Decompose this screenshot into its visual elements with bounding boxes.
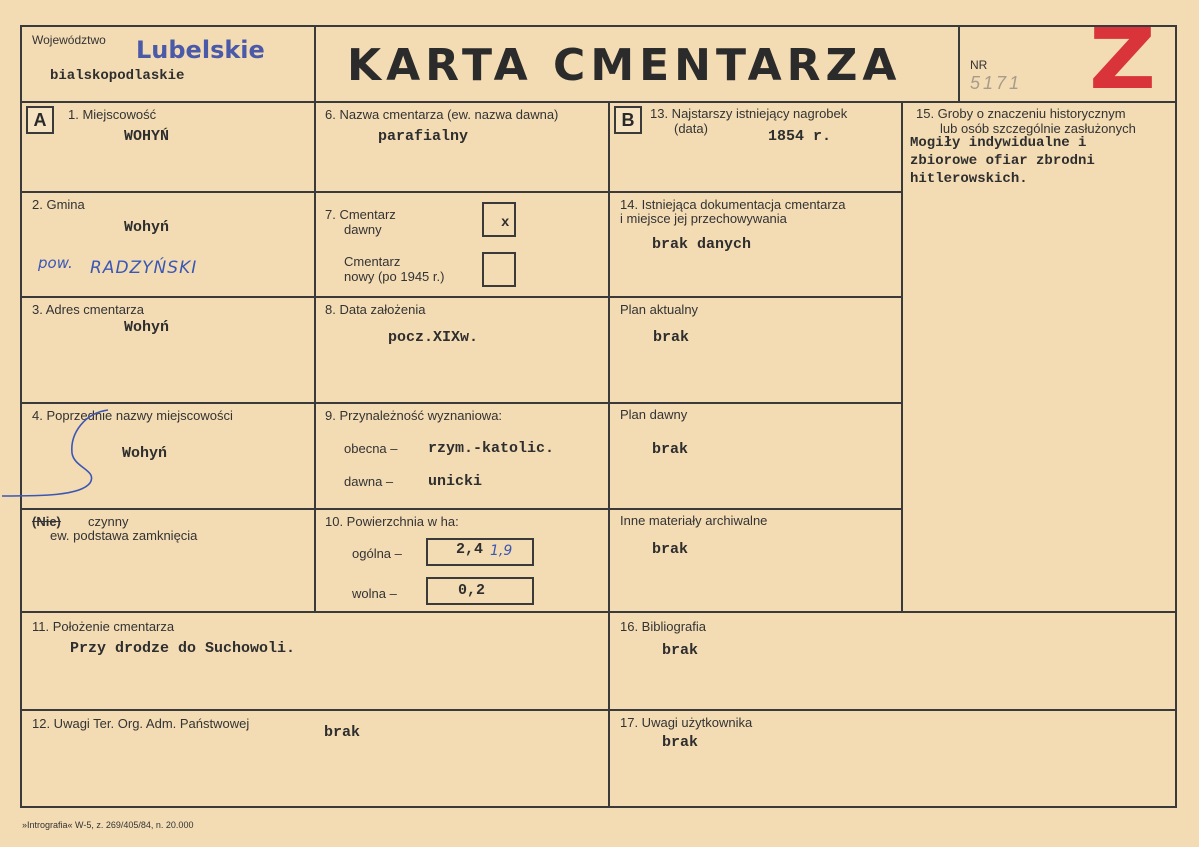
f8-value: pocz.XIXw. bbox=[388, 329, 479, 346]
plan-aktualny-value: brak bbox=[653, 329, 690, 346]
f10-wolna-label: wolna – bbox=[352, 586, 397, 601]
f15-value-2: zbiorowe ofiar zbrodni bbox=[910, 153, 1095, 169]
red-z-mark: Z bbox=[1088, 10, 1156, 108]
inne-materialy-label: Inne materiały archiwalne bbox=[620, 513, 768, 528]
wojewodztwo-value: Lubelskie bbox=[136, 36, 265, 64]
f7-nowy-checkbox[interactable] bbox=[482, 252, 516, 287]
f5-label-2: ew. podstawa zamknięcia bbox=[50, 528, 198, 543]
section-a-box: A bbox=[26, 106, 54, 134]
row2-divider-right bbox=[610, 296, 903, 298]
f7-dawny-checkbox[interactable] bbox=[482, 202, 516, 237]
f8-label: 8. Data założenia bbox=[325, 302, 426, 317]
f15-label-2: lub osób szczególnie zasłużonych bbox=[940, 121, 1136, 136]
printer-footer: »Intrografia« W-5, z. 269/405/84, n. 20.000 bbox=[22, 820, 194, 830]
f6-value: parafialny bbox=[378, 128, 469, 145]
f9-dawna-value: unicki bbox=[428, 473, 483, 490]
frame-bottom bbox=[20, 806, 1177, 808]
f1-value: WOHYŃ bbox=[124, 128, 170, 145]
f2-value: Wohyń bbox=[124, 219, 170, 236]
f10-ogolna-value: 2,4 bbox=[456, 541, 484, 558]
row4-divider-right bbox=[610, 508, 903, 510]
f5-label-struck: (Nie) bbox=[32, 514, 61, 529]
header-col-nr bbox=[958, 25, 960, 103]
f9-label: 9. Przynależność wyznaniowa: bbox=[325, 408, 503, 423]
f10-ogolna-hand: 1,9 bbox=[490, 543, 513, 559]
plan-aktualny-label: Plan aktualny bbox=[620, 302, 699, 317]
plan-dawny-label: Plan dawny bbox=[620, 407, 688, 422]
f11-value: Przy drodze do Suchowoli. bbox=[70, 640, 296, 657]
f17-label: 17. Uwagi użytkownika bbox=[620, 715, 753, 730]
nr-value: 5171 bbox=[970, 73, 1023, 93]
f11-label: 11. Położenie cmentarza bbox=[32, 619, 175, 634]
handwritten-arrow-mark bbox=[0, 408, 110, 503]
f7-nowy-2: nowy (po 1945 r.) bbox=[344, 269, 445, 284]
f7-nowy-1: Cmentarz bbox=[344, 254, 401, 269]
f14-label-2: i miejsce jej przechowywania bbox=[620, 211, 787, 226]
f10-wolna-value: 0,2 bbox=[458, 582, 486, 599]
frame-right bbox=[1175, 25, 1177, 808]
plan-dawny-value: brak bbox=[652, 441, 689, 458]
row3-divider-right bbox=[610, 402, 903, 404]
f4-value: Wohyń bbox=[122, 445, 168, 462]
f2-pow-prefix: pow. bbox=[38, 254, 73, 272]
right-col bbox=[901, 101, 903, 613]
f9-obecna-label: obecna – bbox=[344, 441, 398, 456]
f13-label-1: 13. Najstarszy istniejący nagrobek bbox=[650, 106, 848, 121]
f5-label-rest: czynny bbox=[88, 514, 129, 529]
f15-value-1: Mogiły indywidualne i bbox=[910, 135, 1087, 151]
header-col1 bbox=[314, 25, 316, 611]
f12-value: brak bbox=[324, 724, 361, 741]
f9-dawna-label: dawna – bbox=[344, 474, 394, 489]
row5-divider bbox=[20, 611, 1177, 613]
frame-top bbox=[20, 25, 1177, 27]
f1-label: 1. Miejscowość bbox=[68, 107, 157, 122]
f14-label-1: 14. Istniejąca dokumentacja cmentarza bbox=[620, 197, 846, 212]
f6-label: 6. Nazwa cmentarza (ew. nazwa dawna) bbox=[325, 107, 559, 122]
section-b-box: B bbox=[614, 106, 642, 134]
header-divider bbox=[20, 101, 1177, 103]
f13-value: 1854 r. bbox=[768, 128, 832, 145]
mid-col bbox=[608, 101, 610, 808]
inne-materialy-value: brak bbox=[652, 541, 689, 558]
card-title: KARTA CMENTARZA bbox=[347, 40, 902, 91]
row1-divider-right bbox=[610, 191, 903, 193]
f7-dawny-check: x bbox=[501, 215, 510, 231]
f16-value: brak bbox=[662, 642, 699, 659]
f7-dawny: dawny bbox=[344, 222, 382, 237]
row6-divider bbox=[20, 709, 1177, 711]
f10-ogolna-label: ogólna – bbox=[352, 546, 402, 561]
wojewodztwo-label: Województwo bbox=[32, 33, 106, 47]
f2-label: 2. Gmina bbox=[32, 197, 85, 212]
f15-value-3: hitlerowskich. bbox=[910, 171, 1028, 187]
f4-label: 4. Poprzednie nazwy miejscowości bbox=[32, 408, 233, 423]
f13-label-2: (data) bbox=[674, 121, 708, 136]
f17-value: brak bbox=[662, 734, 699, 751]
nr-label: NR bbox=[970, 58, 988, 72]
f3-value: Wohyń bbox=[124, 319, 170, 336]
f16-label: 16. Bibliografia bbox=[620, 619, 706, 634]
f7-label: 7. Cmentarz bbox=[325, 207, 396, 222]
f9-obecna-value: rzym.-katolic. bbox=[428, 440, 555, 457]
f3-label: 3. Adres cmentarza bbox=[32, 302, 144, 317]
f2-pow-value: RADZYŃSKI bbox=[90, 258, 198, 278]
wojewodztwo-sub: bialskopodlaskie bbox=[50, 68, 185, 84]
f12-label: 12. Uwagi Ter. Org. Adm. Państwowej bbox=[32, 716, 250, 731]
f10-label: 10. Powierzchnia w ha: bbox=[325, 514, 459, 529]
f15-label-1: 15. Groby o znaczeniu historycznym bbox=[916, 106, 1126, 121]
f14-value: brak danych bbox=[652, 236, 752, 253]
